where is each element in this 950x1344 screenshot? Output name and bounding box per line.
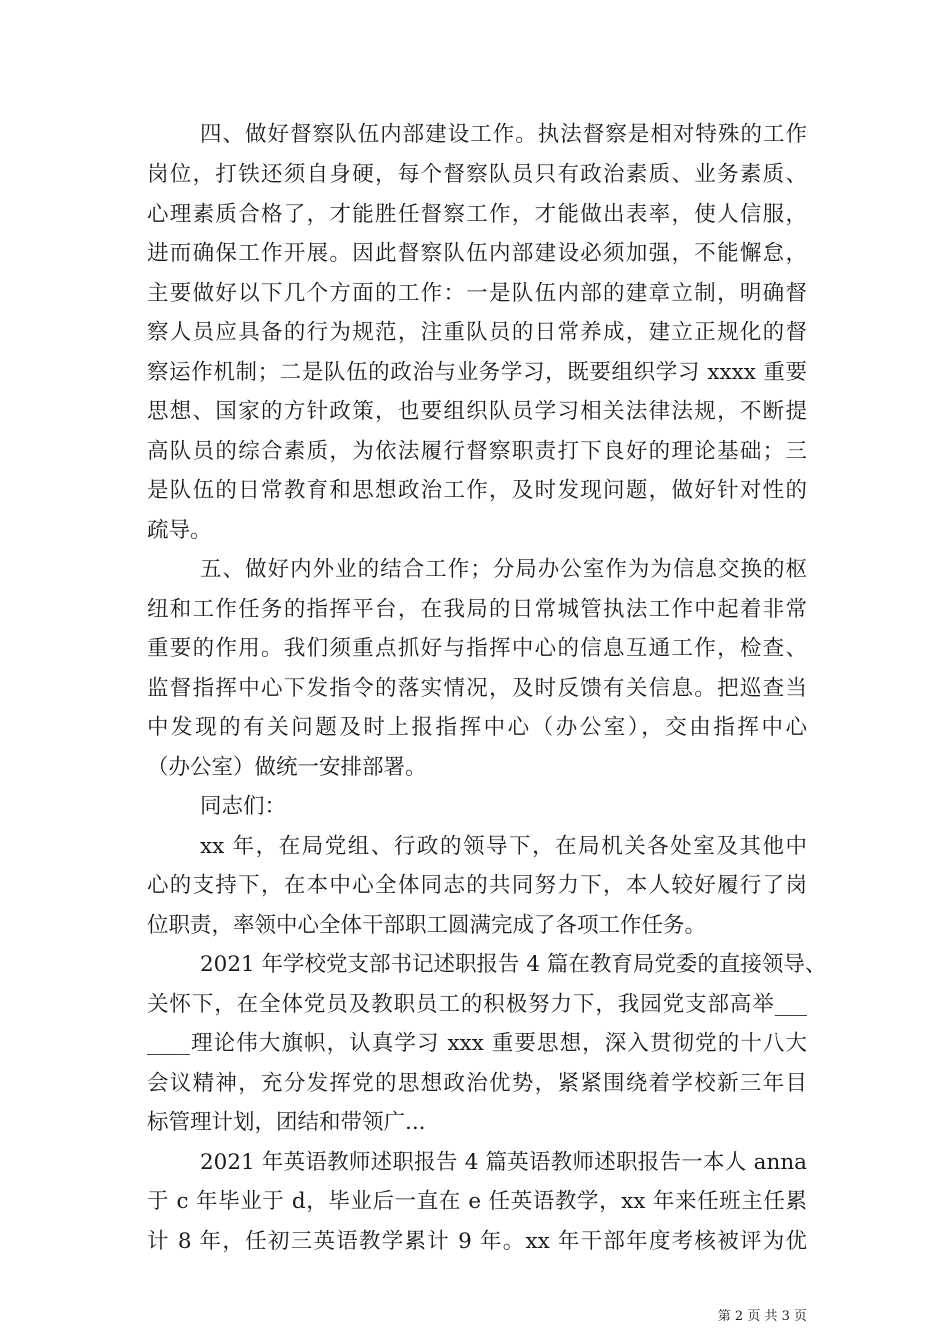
paragraph-1-line-11: 疏导。 bbox=[147, 518, 212, 543]
paragraph-2-line-3: 重要的作用。我们须重点抓好与指挥中心的信息互通工作，检查、 bbox=[147, 636, 807, 661]
paragraph-6-line-3: 计 8 年，任初三英语教学累计 9 年。xx 年干部年度考核被评为优 bbox=[147, 1229, 807, 1254]
greeting-line: 同志们： bbox=[200, 794, 287, 819]
paragraph-1-line-3: 心理素质合格了，才能胜任督察工作，才能做出表率，使人信服， bbox=[147, 202, 807, 227]
paragraph-1-line-7: 察运作机制；二是队伍的政治与业务学习，既要组织学习 xxxx 重要 bbox=[147, 360, 807, 385]
paragraph-6-line-2: 于 c 年毕业于 d，毕业后一直在 e 任英语教学，xx 年来任班主任累 bbox=[147, 1189, 807, 1214]
paragraph-1-line-5: 主要做好以下几个方面的工作：一是队伍内部的建章立制，明确督 bbox=[147, 281, 807, 306]
paragraph-2-line-6: （办公室）做统一安排部署。 bbox=[147, 755, 427, 780]
paragraph-5-line-5: 标管理计划，团结和带领广... bbox=[147, 1110, 426, 1135]
paragraph-2-line-1: 五、做好内外业的结合工作；分局办公室作为为信息交换的枢 bbox=[200, 557, 807, 582]
paragraph-2-line-2: 纽和工作任务的指挥平台，在我局的日常城管执法工作中起着非常 bbox=[147, 597, 807, 622]
paragraph-6-line-1: 2021 年英语教师述职报告 4 篇英语教师述职报告一本人 anna bbox=[200, 1150, 807, 1175]
paragraph-4-line-1: xx 年，在局党组、行政的领导下，在局机关各处室及其他中 bbox=[200, 834, 807, 859]
paragraph-1-line-8: 思想、国家的方针政策，也要组织队员学习相关法律法规，不断提 bbox=[147, 399, 807, 424]
paragraph-1-line-1: 四、做好督察队伍内部建设工作。执法督察是相对特殊的工作 bbox=[200, 122, 807, 147]
paragraph-1-line-6: 察人员应具备的行为规范，注重队员的日常养成，建立正规化的督 bbox=[147, 320, 807, 345]
page-number: 第 2 页 共 3 页 bbox=[717, 1309, 807, 1324]
paragraph-5-line-1: 2021 年学校党支部书记述职报告 4 篇在教育局党委的直接领导、 bbox=[200, 952, 827, 977]
paragraph-1-line-4: 进而确保工作开展。因此督察队伍内部建设必须加强，不能懈怠， bbox=[147, 241, 807, 266]
paragraph-1-line-10: 是队伍的日常教育和思想政治工作，及时发现问题，做好针对性的 bbox=[147, 478, 807, 503]
paragraph-4-line-3: 位职责，率领中心全体干部职工圆满完成了各项工作任务。 bbox=[147, 913, 707, 938]
paragraph-1-line-9: 高队员的综合素质，为依法履行督察职责打下良好的理论基础；三 bbox=[147, 439, 807, 464]
paragraph-4-line-2: 心的支持下，在本中心全体同志的共同努力下，本人较好履行了岗 bbox=[147, 873, 807, 898]
paragraph-2-line-4: 监督指挥中心下发指令的落实情况，及时反馈有关信息。把巡查当 bbox=[147, 676, 807, 701]
paragraph-5-line-2: 关怀下，在全体党员及教职员工的积极努力下，我园党支部高举___ bbox=[147, 992, 807, 1017]
paragraph-2-line-5: 中发现的有关问题及时上报指挥中心（办公室），交由指挥中心 bbox=[147, 715, 807, 740]
paragraph-5-line-3: ____理论伟大旗帜，认真学习 xxx 重要思想，深入贯彻党的十八大 bbox=[147, 1031, 807, 1056]
paragraph-1-line-2: 岗位，打铁还须自身硬，每个督察队员只有政治素质、业务素质、 bbox=[147, 162, 807, 187]
paragraph-5-line-4: 会议精神，充分发挥党的思想政治优势，紧紧围绕着学校新三年目 bbox=[147, 1071, 807, 1096]
